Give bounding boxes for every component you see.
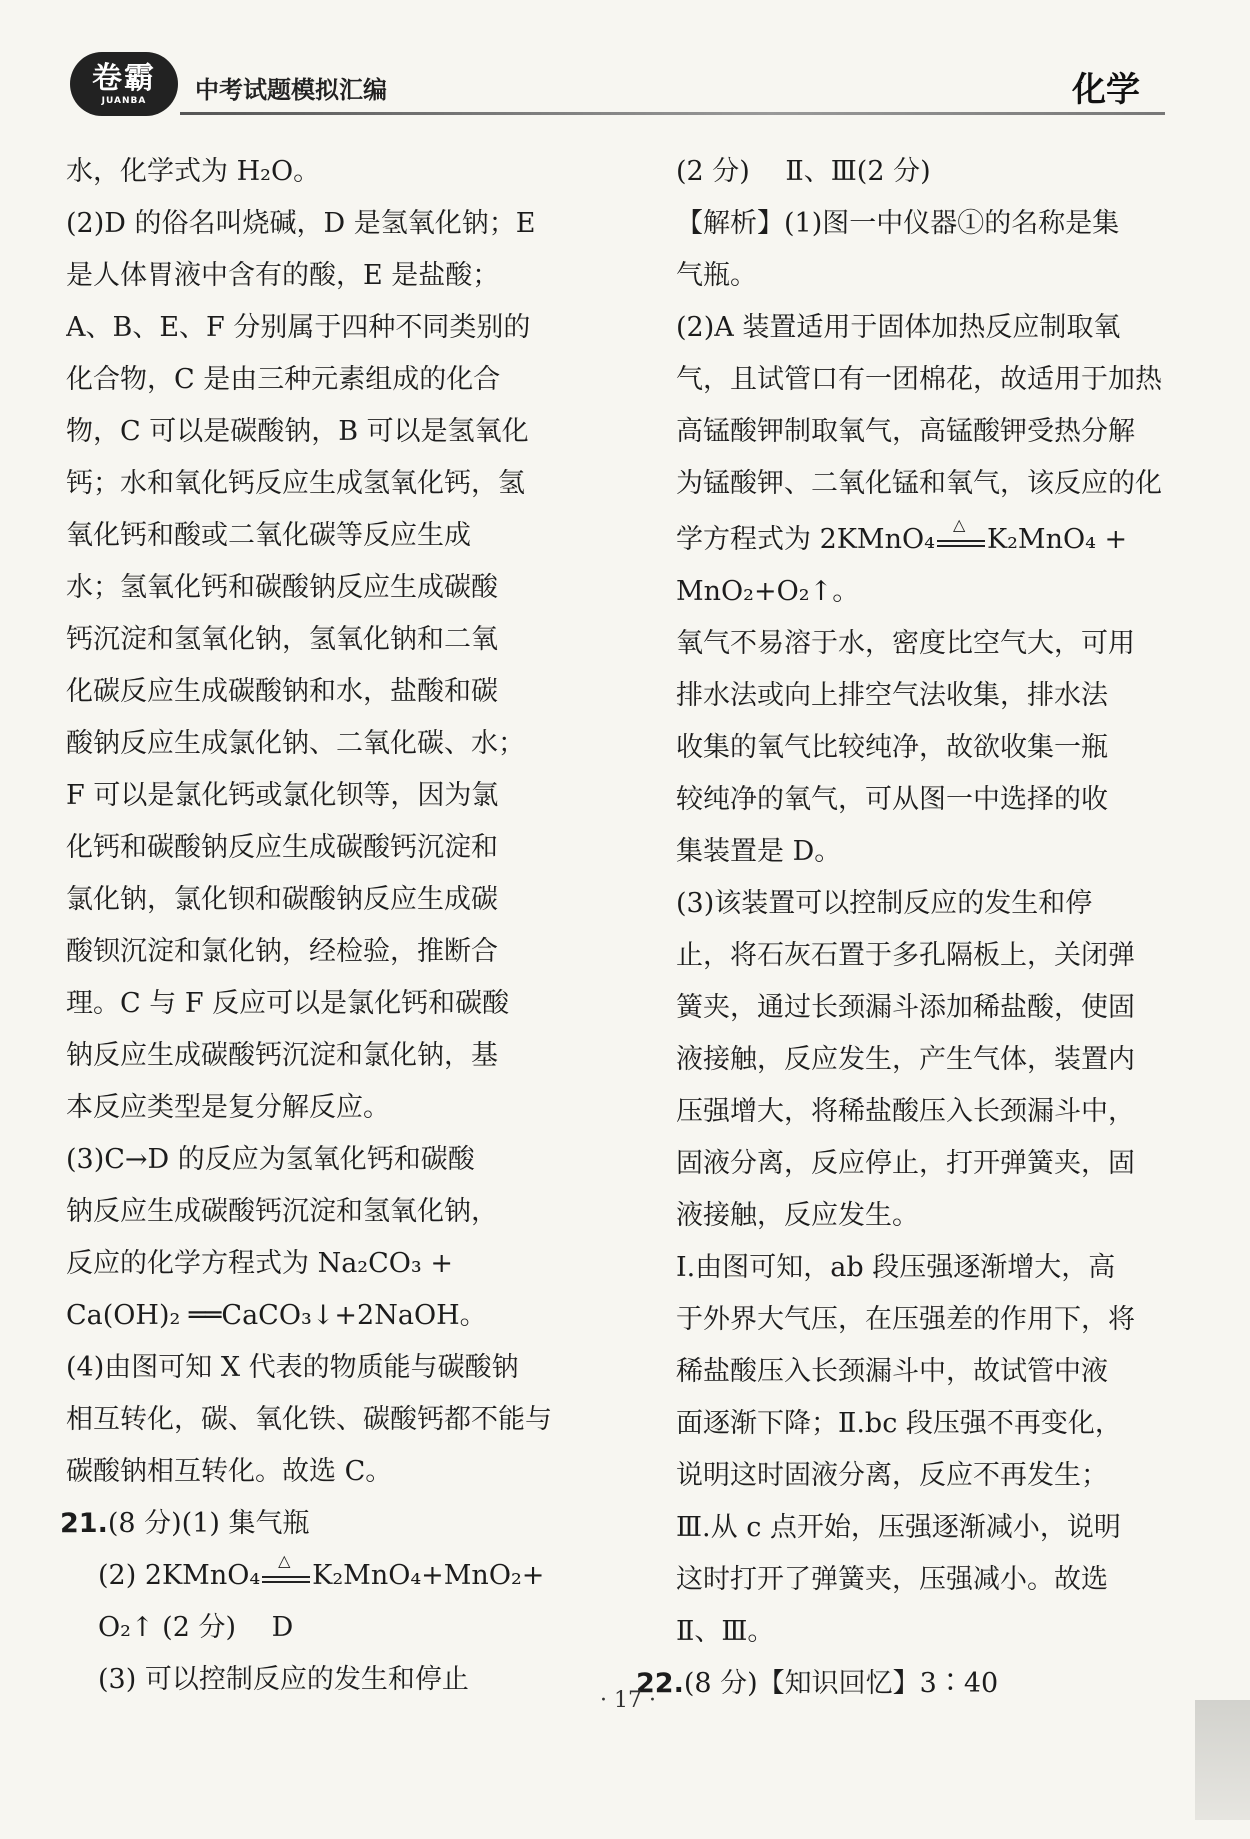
q21-part1: (8 分)(1) 集气瓶 <box>107 1508 310 1539</box>
paragraph-line: A、B、E、F 分别属于四种不同类别的 <box>66 312 531 343</box>
page-corner-shading <box>1195 1700 1250 1820</box>
right-equation <box>676 510 1166 566</box>
paragraph-line: 稀盐酸压入长颈漏斗中，故试管中液 <box>676 1356 1108 1387</box>
paragraph-line: 较纯净的氧气，可从图一中选择的收 <box>676 784 1108 815</box>
paragraph-line: 压强增大，将稀盐酸压入长颈漏斗中， <box>676 1096 1135 1127</box>
paragraph-line: Ca(OH)₂ ══CaCO₃↓+2NaOH。 <box>66 1300 487 1331</box>
equation-sign <box>262 1550 310 1587</box>
q22-heading <box>636 1658 1166 1710</box>
paragraph-line: 化碳反应生成碳酸钠和水，盐酸和碳 <box>66 676 498 707</box>
paragraph-line: F 可以是氯化钙或氯化钡等，因为氯 <box>66 780 499 811</box>
paragraph-line: 止，将石灰石置于多孔隔板上，关闭弹 <box>676 940 1135 971</box>
series-title: 中考试题模拟汇编 <box>195 76 387 104</box>
paragraph-line: 水，化学式为 H₂O。 <box>66 156 321 187</box>
left-column <box>60 146 601 1706</box>
subject-title: 化学 <box>1072 70 1140 110</box>
heat-condition: △ <box>278 1550 291 1570</box>
right-column <box>636 146 1166 1710</box>
paragraph-line: 碳酸钠相互转化。故选 C。 <box>66 1456 393 1487</box>
logo-text: 卷霸 <box>92 61 156 96</box>
paragraph-line: 气瓶。 <box>676 260 757 291</box>
publisher-logo <box>70 52 178 116</box>
logo-subtext: JUANBA <box>101 96 147 106</box>
paragraph-line: 这时打开了弹簧夹，压强减小。故选 <box>676 1564 1108 1595</box>
paragraph-line: 液接触，反应发生。 <box>676 1200 919 1231</box>
paragraph-line: 理。C 与 F 反应可以是氯化钙和碳酸 <box>66 988 510 1019</box>
paragraph-line: 相互转化，碳、氧化铁、碳酸钙都不能与 <box>66 1404 552 1435</box>
q22-number: 22. <box>636 1668 684 1699</box>
paragraph-line: 本反应类型是复分解反应。 <box>66 1092 390 1123</box>
q21-equation <box>66 1550 601 1602</box>
page-number: · 17 · <box>600 1688 656 1713</box>
paragraph-line: 是人体胃液中含有的酸，E 是盐酸； <box>66 260 500 291</box>
paragraph-line: 氧气不易溶于水，密度比空气大，可用 <box>676 628 1135 659</box>
paragraph-line: 钠反应生成碳酸钙沉淀和氢氧化钠， <box>66 1196 498 1227</box>
paragraph-line: Ⅰ.由图可知，ab 段压强逐渐增大，高 <box>676 1252 1116 1283</box>
page-header <box>0 0 1250 130</box>
paragraph-line: 【解析】(1)图一中仪器①的名称是集 <box>676 208 1120 239</box>
paragraph-line: (4)由图可知 X 代表的物质能与碳酸钠 <box>66 1352 519 1383</box>
paragraph-line: 于外界大气压，在压强差的作用下，将 <box>676 1304 1135 1335</box>
right-line-score: (2 分) Ⅱ、Ⅲ(2 分) <box>676 156 931 187</box>
paragraph-line: 气，且试管口有一团棉花，故适用于加热 <box>676 364 1162 395</box>
paragraph-line: 钙；水和氧化钙反应生成氢氧化钙，氢 <box>66 468 525 499</box>
paragraph-line: Ⅲ.从 c 点开始，压强逐渐减小，说明 <box>676 1512 1121 1543</box>
paragraph-line: (2)D 的俗名叫烧碱，D 是氢氧化钠；E <box>66 208 536 239</box>
paragraph-line: 水；氢氧化钙和碳酸钠反应生成碳酸 <box>66 572 498 603</box>
paragraph-line: 物，C 可以是碳酸钠，B 可以是氢氧化 <box>66 416 529 447</box>
paragraph-line: 面逐渐下降；Ⅱ.bc 段压强不再变化， <box>676 1408 1122 1439</box>
equation-sign <box>937 514 985 551</box>
right-eq-left: 学方程式为 2KMnO₄ <box>676 524 935 555</box>
q21-line3: O₂↑ (2 分) D <box>98 1612 294 1643</box>
paragraph-line: 化钙和碳酸钠反应生成碳酸钙沉淀和 <box>66 832 498 863</box>
paragraph-line: (3)该装置可以控制反应的发生和停 <box>676 888 1093 919</box>
header-divider <box>180 112 1165 115</box>
q21-line4: (3) 可以控制反应的发生和停止 <box>98 1664 469 1695</box>
heat-condition: △ <box>952 514 966 534</box>
q21-heading <box>60 1498 601 1550</box>
left-column-text <box>66 146 601 1498</box>
q21-eq-left: (2) 2KMnO₄ <box>98 1560 261 1591</box>
paragraph-line: 化合物，C 是由三种元素组成的化合 <box>66 364 501 395</box>
paragraph-line: (2)A 装置适用于固体加热反应制取氧 <box>676 312 1121 343</box>
q22-text: (8 分)【知识回忆】3∶40 <box>683 1668 999 1699</box>
paragraph-line: 液接触，反应发生，产生气体，装置内 <box>676 1044 1135 1075</box>
paragraph-line: 钠反应生成碳酸钙沉淀和氯化钠，基 <box>66 1040 498 1071</box>
right-column-text-a <box>676 198 1166 510</box>
right-eq-right: K₂MnO₄ + <box>986 524 1128 555</box>
paragraph-line: 反应的化学方程式为 Na₂CO₃ + <box>66 1248 453 1279</box>
paragraph-line: MnO₂+O₂↑。 <box>676 576 860 607</box>
paragraph-line: 酸钠反应生成氯化钠、二氧化碳、水； <box>66 728 525 759</box>
q21-eq-right: K₂MnO₄+MnO₂+ <box>312 1560 545 1591</box>
paragraph-line: 簧夹，通过长颈漏斗添加稀盐酸，使固 <box>676 992 1135 1023</box>
paragraph-line: 高锰酸钾制取氧气，高锰酸钾受热分解 <box>676 416 1135 447</box>
paragraph-line: 固液分离，反应停止，打开弹簧夹，固 <box>676 1148 1135 1179</box>
paragraph-line: 氧化钙和酸或二氧化碳等反应生成 <box>66 520 471 551</box>
right-column-text-b <box>676 566 1166 1658</box>
paragraph-line: 氯化钠，氯化钡和碳酸钠反应生成碳 <box>66 884 498 915</box>
paragraph-line: (3)C→D 的反应为氢氧化钙和碳酸 <box>66 1144 475 1175</box>
paragraph-line: 排水法或向上排空气法收集，排水法 <box>676 680 1108 711</box>
paragraph-line: 酸钡沉淀和氯化钠，经检验，推断合 <box>66 936 498 967</box>
paragraph-line: Ⅱ、Ⅲ。 <box>676 1616 775 1647</box>
paragraph-line: 集装置是 D。 <box>676 836 842 867</box>
paragraph-line: 说明这时固液分离，反应不再发生； <box>676 1460 1108 1491</box>
q21-number: 21. <box>60 1508 108 1539</box>
paragraph-line: 钙沉淀和氢氧化钠，氢氧化钠和二氧 <box>66 624 498 655</box>
paragraph-line: 收集的氧气比较纯净，故欲收集一瓶 <box>676 732 1108 763</box>
paragraph-line: 为锰酸钾、二氧化锰和氧气，该反应的化 <box>676 468 1162 499</box>
